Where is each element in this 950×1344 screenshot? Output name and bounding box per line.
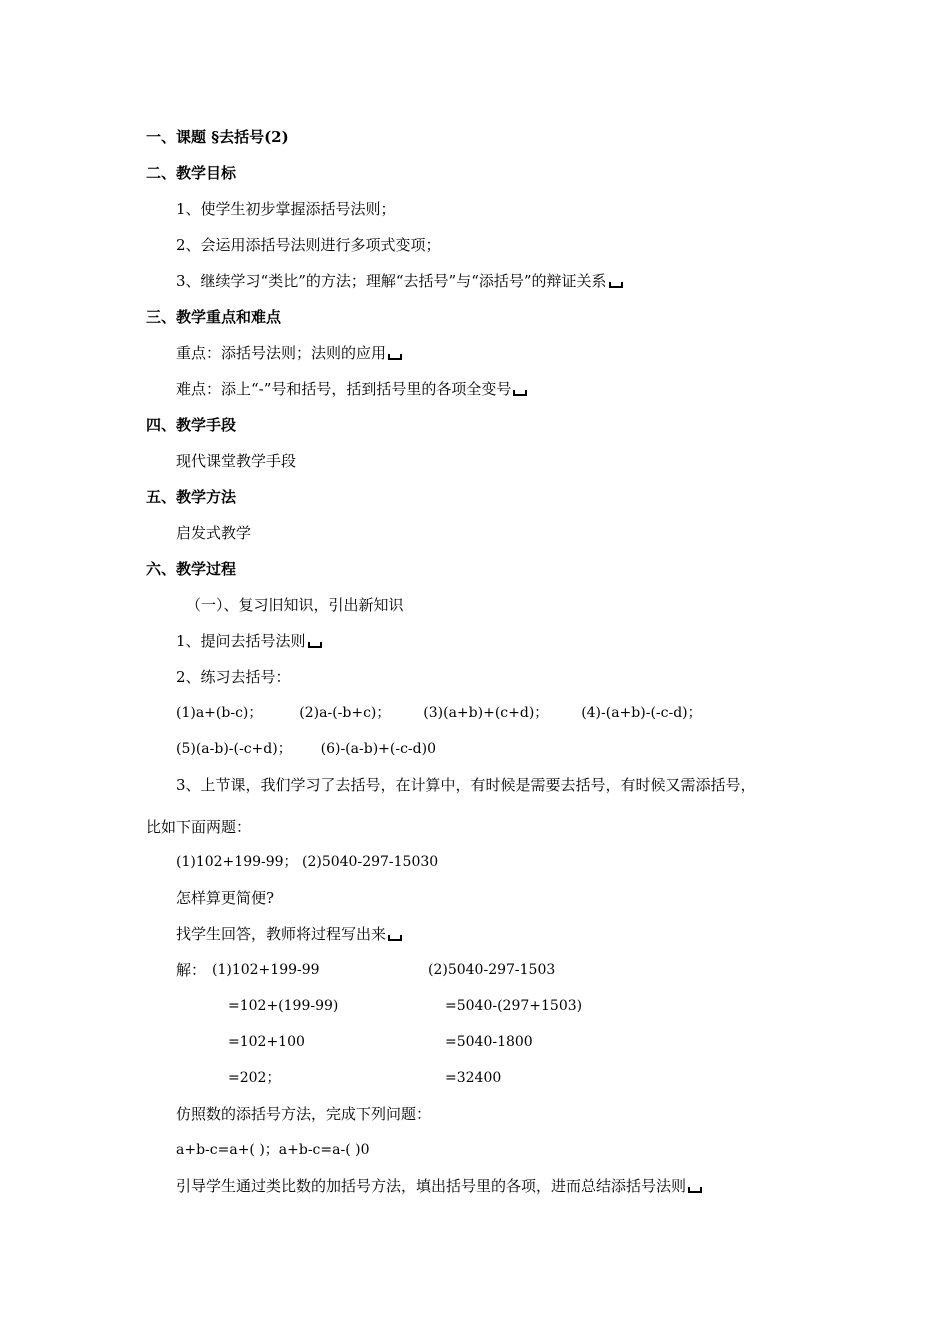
section-heading-goals: 二、教学目标 [146, 164, 237, 182]
end-mark-icon [688, 1187, 702, 1193]
goal-item-2: 2、会运用添括号法则进行多项式变项； [176, 236, 441, 254]
solution-right-3: =5040-1800 [445, 1034, 533, 1050]
difficulty-text [176, 379, 527, 399]
end-mark-icon [388, 354, 402, 360]
solution-left-1: (1)102+199-99 [212, 962, 320, 978]
goal-item-1: 1、使学生初步掌握添括号法则； [176, 200, 396, 218]
section-heading-topic: 一、课题 §去括号(2) [146, 128, 289, 146]
solution-right-1: (2)5040-297-1503 [428, 962, 556, 978]
imitate-text: 仿照数的添括号方法，完成下列问题： [176, 1105, 432, 1123]
exercise-row-2 [176, 739, 436, 759]
goal-item-3 [176, 271, 623, 291]
end-mark-icon [513, 390, 527, 396]
section-heading-method: 五、教学方法 [146, 488, 237, 506]
end-mark-icon [388, 935, 402, 941]
solution-left-4: =202； [228, 1070, 281, 1086]
solution-left-3: =102+100 [228, 1034, 305, 1050]
ask-text: 怎样算更简便? [176, 889, 275, 907]
goal-item-3-text: 3、继续学习“类比”的方法；理解“去括号”与“添括号”的辩证关系 [176, 272, 607, 290]
question-2: 2、练习去括号： [176, 668, 291, 686]
question-3-line-2: 比如下面两题： [146, 818, 252, 836]
solution-right-2: =5040-(297+1503) [445, 998, 583, 1014]
exercise-6: (6)-(a-b)+(-c-d)0 [320, 741, 436, 757]
process-part-1: （一）、复习旧知识，引出新知识 [186, 596, 404, 614]
exercise-1: (1)a+(b-c)； [176, 705, 263, 721]
guide-text [176, 1176, 702, 1196]
answer-intro [176, 924, 402, 944]
question-1 [176, 631, 322, 651]
means-text: 现代课堂教学手段 [176, 452, 297, 470]
solution-right-4: =32400 [445, 1070, 502, 1086]
exercise-3: (3)(a+b)+(c+d)； [423, 705, 549, 721]
end-mark-icon [308, 642, 322, 648]
method-text: 启发式教学 [176, 524, 252, 542]
focus-text [176, 343, 402, 363]
section-heading-keypoints: 三、教学重点和难点 [146, 308, 282, 326]
guide-label: 引导学生通过类比数的加括号方法，填出括号里的各项，进而总结添括号法则 [176, 1177, 687, 1195]
answer-intro-label: 找学生回答，教师将过程写出来 [176, 925, 387, 943]
exercise-row-1 [176, 703, 702, 723]
end-mark-icon [609, 282, 623, 288]
exercise-2: (2)a-(-b+c)； [299, 705, 391, 721]
question-1-label: 1、提问去括号法则 [176, 632, 306, 650]
difficulty-label: 难点：添上“-”号和括号，括到括号里的各项全变号 [176, 380, 512, 398]
question-3-line-1: 3、上节课，我们学习了去括号，在计算中，有时候是需要去括号，有时候又需添括号， [176, 776, 756, 794]
solution-left-2: =102+(199-99) [228, 998, 339, 1014]
section-heading-means: 四、教学手段 [146, 416, 237, 434]
exercise-4: (4)-(a+b)-(-c-d)； [581, 705, 702, 721]
section-heading-process: 六、教学过程 [146, 560, 237, 578]
problems: (1)102+199-99； (2)5040-297-15030 [176, 854, 439, 870]
exercise-5: (5)(a-b)-(-c+d)； [176, 741, 292, 757]
focus-label: 重点：添括号法则；法则的应用 [176, 344, 387, 362]
fill-blanks: a+b-c=a+( )；a+b-c=a-( )0 [176, 1142, 370, 1158]
solution-label: 解： [176, 961, 207, 979]
